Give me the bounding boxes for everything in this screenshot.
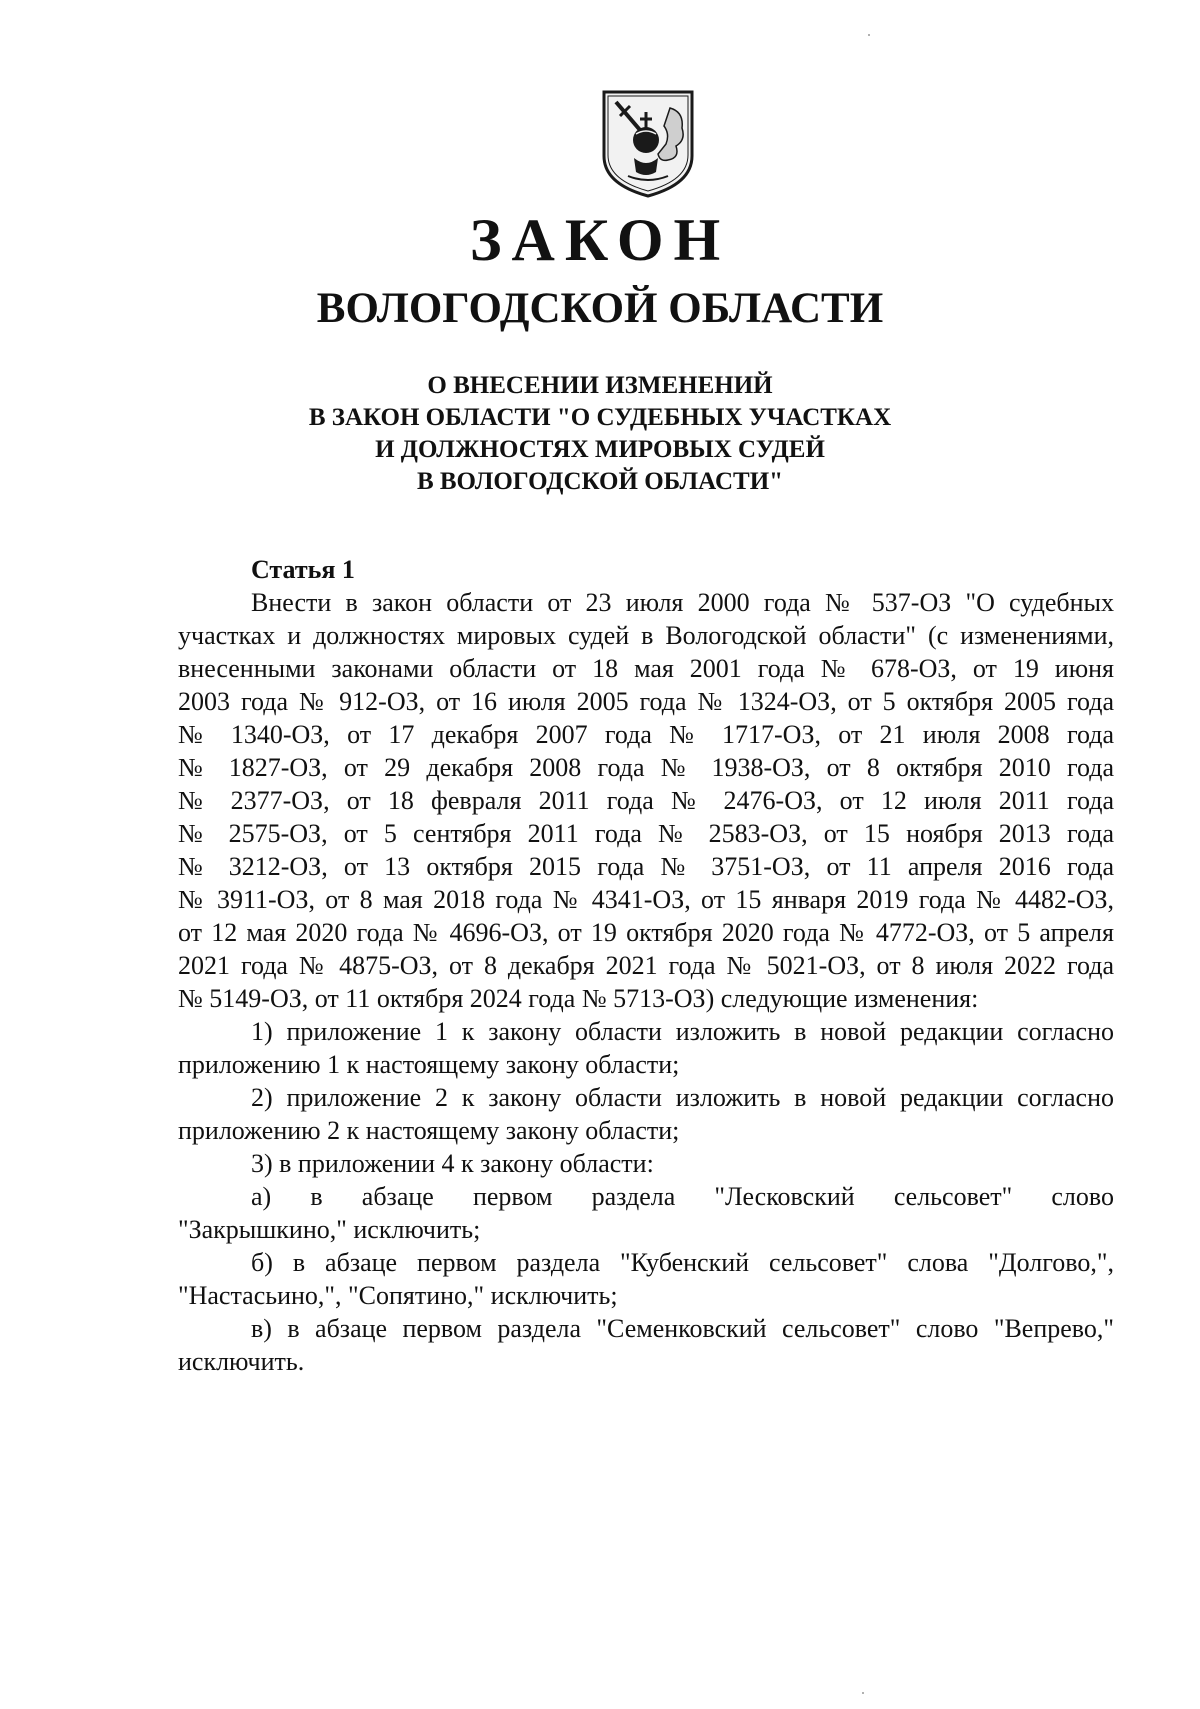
text-line: исключить. <box>178 1347 305 1376</box>
text-line: б) в абзаце первом раздела "Кубенский сельсовет" слова "Долгово,", <box>251 1248 1114 1277</box>
text-line: № 5149-ОЗ, от 11 октября 2024 года № 5713-ОЗ) следующие изменения: <box>178 984 979 1013</box>
article-body <box>178 586 1114 1378</box>
text-line: участках и должностях мировых судей в Вологодской области" (с изменениями, <box>178 621 1114 650</box>
heading-line: В ЗАКОН ОБЛАСТИ "О СУДЕБНЫХ УЧАСТКАХ <box>308 404 892 431</box>
text-line: № 2575-ОЗ, от 5 сентября 2011 года № 2583-ОЗ, от 15 ноября 2013 года <box>178 819 1114 848</box>
item-3a <box>178 1180 1114 1246</box>
item-3 <box>178 1147 1114 1180</box>
heading-line: И ДОЛЖНОСТЯХ МИРОВЫХ СУДЕЙ <box>375 436 825 463</box>
document-subtitle: ВОЛОГОДСКОЙ ОБЛАСТИ <box>316 285 884 332</box>
text-line: 3) в приложении 4 к закону области: <box>251 1149 654 1178</box>
heading-line: В ВОЛОГОДСКОЙ ОБЛАСТИ" <box>416 468 784 495</box>
text-line: от 12 мая 2020 года № 4696-ОЗ, от 19 октября 2020 года № 4772-ОЗ, от 5 апреля <box>178 918 1114 947</box>
item-2 <box>178 1081 1114 1147</box>
text-line: 2003 года № 912-ОЗ, от 16 июля 2005 года № 1324-ОЗ, от 5 октября 2005 года <box>178 687 1114 716</box>
text-line: "Закрышкино," исключить; <box>178 1215 481 1244</box>
law-heading <box>0 370 1200 498</box>
scan-speck <box>868 34 870 36</box>
text-line: приложению 2 к настоящему закону области; <box>178 1116 680 1145</box>
heading-line: О ВНЕСЕНИИ ИЗМЕНЕНИЙ <box>427 372 773 399</box>
text-line: в) в абзаце первом раздела "Семенковский сельсовет" слово "Вепрево," <box>251 1314 1114 1343</box>
text-line: приложению 1 к настоящему закону области; <box>178 1050 680 1079</box>
text-line: 2021 года № 4875-ОЗ, от 8 декабря 2021 года № 5021-ОЗ, от 8 июля 2022 года <box>178 951 1114 980</box>
text-line: № 1340-ОЗ, от 17 декабря 2007 года № 1717-ОЗ, от 21 июля 2008 года <box>178 720 1114 749</box>
text-line: № 2377-ОЗ, от 18 февраля 2011 года № 2476-ОЗ, от 12 июля 2011 года <box>178 786 1114 815</box>
intro-paragraph <box>178 586 1114 1015</box>
article-title: Статья 1 <box>251 555 355 584</box>
item-1 <box>178 1015 1114 1081</box>
text-line: № 3911-ОЗ, от 8 мая 2018 года № 4341-ОЗ, от 15 января 2019 года № 4482-ОЗ, <box>178 885 1114 914</box>
text-line: 1) приложение 1 к закону области изложить в новой редакции согласно <box>251 1017 1114 1046</box>
text-line: а) в абзаце первом раздела "Лесковский сельсовет" слово <box>251 1182 1114 1211</box>
coat-of-arms-icon <box>600 88 696 198</box>
text-line: внесенными законами области от 18 мая 2001 года № 678-ОЗ, от 19 июня <box>178 654 1114 683</box>
text-line: № 1827-ОЗ, от 29 декабря 2008 года № 1938-ОЗ, от 8 октября 2010 года <box>178 753 1114 782</box>
document-title: ЗАКОН <box>469 207 731 273</box>
text-line: 2) приложение 2 к закону области изложить в новой редакции согласно <box>251 1083 1114 1112</box>
text-line: № 3212-ОЗ, от 13 октября 2015 года № 3751-ОЗ, от 11 апреля 2016 года <box>178 852 1114 881</box>
item-3c <box>178 1312 1114 1378</box>
scan-speck <box>862 1692 864 1694</box>
text-line: Внести в закон области от 23 июля 2000 года № 537-ОЗ "О судебных <box>251 588 1114 617</box>
text-line: "Настасьино,", "Сопятино," исключить; <box>178 1281 618 1310</box>
item-3b <box>178 1246 1114 1312</box>
